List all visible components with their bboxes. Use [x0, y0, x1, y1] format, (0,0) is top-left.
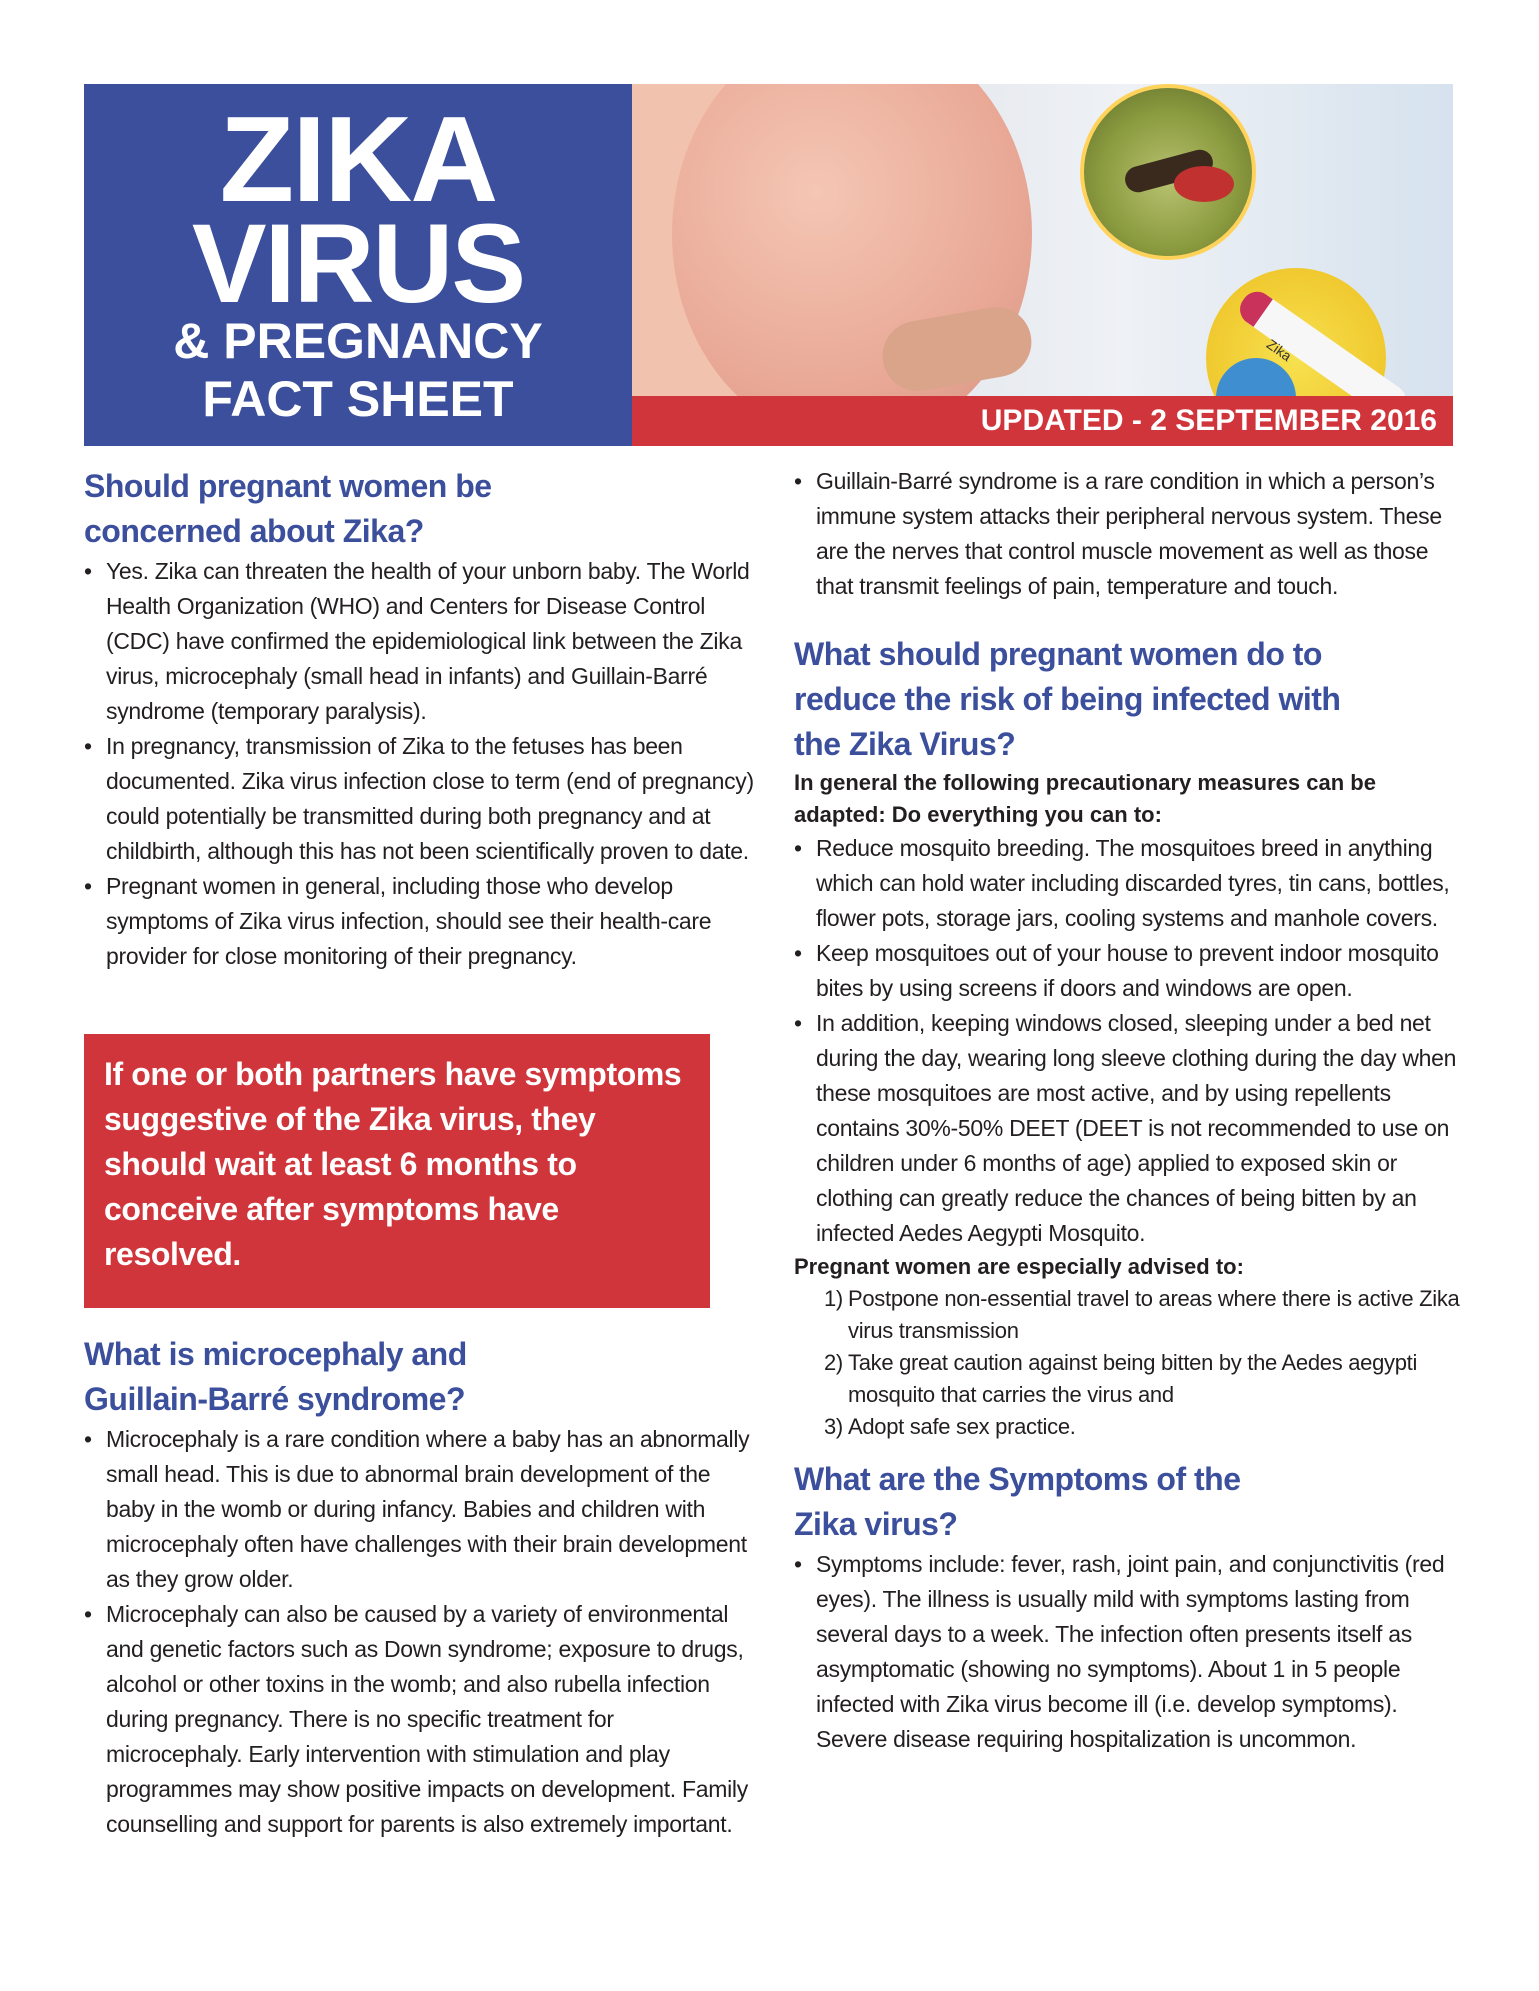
heading-line: concerned about Zika?: [84, 513, 424, 549]
bullet-icon: •: [794, 835, 802, 861]
heading-line: Should pregnant women be: [84, 468, 492, 504]
mosquito-photo-icon: [1080, 84, 1256, 260]
bullet-icon: •: [84, 873, 92, 899]
test-tube-label: Zika: [1263, 335, 1295, 365]
heading-line: Guillain-Barré syndrome?: [84, 1381, 465, 1417]
microcephaly-list: [84, 1422, 754, 1842]
title-zika: ZIKA: [219, 91, 497, 227]
heading-line: What is microcephaly and: [84, 1336, 467, 1372]
bullet-icon: •: [794, 468, 802, 494]
list-item: 2) Take great caution against being bitten by the Aedes aegypti mosquito that carries the virus and: [824, 1350, 1418, 1407]
list-item: • Microcephaly can also be caused by a variety of environmental and genetic factors such as Down syndrome; exposure to drugs, alcohol or other toxins in the womb; and also rubella infection during pregnancy. There is no specific treatment for microcephaly. Early intervention with stimulation and play programmes may show positive impacts on development. Family counselling and support for parents is also extremely important.: [84, 1597, 754, 1842]
bullet-icon: •: [84, 1601, 92, 1627]
updated-banner: UPDATED - 2 SEPTEMBER 2016: [632, 396, 1453, 446]
list-item: • Reduce mosquito breeding. The mosquitoes breed in anything which can hold water including discarded tyres, tin cans, bottles, flower pots, storage jars, cooling systems and manhole covers.: [794, 831, 1464, 936]
guillain-list: [794, 464, 1464, 604]
microcephaly-section: [84, 1332, 754, 1842]
title-pregnancy: & PREGNANCY: [173, 313, 543, 369]
list-item: • Guillain-Barré syndrome is a rare condition in which a person’s immune system attacks their peripheral nervous system. These are the nerves that control muscle movement as well as those that transmit feelings of pain, temperature and touch.: [794, 464, 1464, 604]
heading-reduce-risk: [794, 632, 1464, 767]
heading-line: What are the Symptoms of the: [794, 1461, 1241, 1497]
bullet-icon: •: [794, 940, 802, 966]
left-column: [84, 464, 754, 974]
list-item: • In addition, keeping windows closed, sleeping under a bed net during the day, wearing long sleeve clothing during the day when these mosquitoes are most active, and by using repellents contains 30%-50% DEET (DEET is not recommended to use on children under 6 months of age) applied to exposed skin or clothing can greatly reduce the chances of being bitten by an infected Aedes Aegypti Mosquito.: [794, 1006, 1464, 1251]
bullet-icon: •: [84, 1426, 92, 1452]
heading-symptoms: [794, 1457, 1464, 1547]
reduce-risk-list: [794, 831, 1464, 1251]
mosquito-abdomen: [1174, 166, 1234, 202]
title-virus: VIRUS: [191, 201, 525, 326]
callout-box: If one or both partners have symptoms suggestive of the Zika virus, they should wait at least 6 months to conceive after symptoms have resolved.: [84, 1034, 710, 1308]
title-block: [84, 84, 632, 446]
heading-line: Zika virus?: [794, 1506, 958, 1542]
list-item: 1) Postpone non-essential travel to areas where there is active Zika virus transmission: [824, 1286, 1460, 1343]
list-item: • Microcephaly is a rare condition where a baby has an abnormally small head. This is due to abnormal brain development of the baby in the womb or during infancy. Babies and children with microcephaly often have challenges with their brain development as they grow older.: [84, 1422, 754, 1597]
bullet-icon: •: [84, 733, 92, 759]
title-fact-sheet: FACT SHEET: [202, 371, 514, 427]
heading-microcephaly: [84, 1332, 754, 1422]
list-item: • Yes. Zika can threaten the health of your unborn baby. The World Health Organization (WHO) and Centers for Disease Control (CDC) have confirmed the epidemiological link between the Zika virus, microcephaly (small head in infants) and Guillain-Barré syndrome (temporary paralysis).: [84, 554, 754, 729]
list-item: 3) Adopt safe sex practice.: [824, 1414, 1076, 1439]
bullet-icon: •: [794, 1010, 802, 1036]
advised-heading: Pregnant women are especially advised to:: [794, 1254, 1244, 1279]
test-tube-photo-icon: [1206, 268, 1386, 396]
reduce-risk-intro: In general the following precautionary measures can be adapted: Do everything you can to:: [794, 770, 1376, 827]
concerned-list: [84, 554, 754, 974]
bullet-icon: •: [84, 558, 92, 584]
list-item: • Keep mosquitoes out of your house to prevent indoor mosquito bites by using screens if doors and windows are open.: [794, 936, 1464, 1006]
heading-line: reduce the risk of being infected with: [794, 681, 1341, 717]
list-item: • Pregnant women in general, including those who develop symptoms of Zika virus infection, should see their health-care provider for close monitoring of their pregnancy.: [84, 869, 754, 974]
heading-line: the Zika Virus?: [794, 726, 1016, 762]
list-item: • Symptoms include: fever, rash, joint pain, and conjunctivitis (red eyes). The illness is usually mild with symptoms lasting from several days to a week. The infection often presents itself as asymptomatic (showing no symptoms). About 1 in 5 people infected with Zika virus become ill (i.e. develop symptoms). Severe disease requiring hospitalization is uncommon.: [794, 1547, 1464, 1757]
symptoms-list: [794, 1547, 1464, 1757]
heading-concerned: [84, 464, 754, 554]
right-column: [794, 464, 1464, 1757]
heading-line: What should pregnant women do to: [794, 636, 1322, 672]
list-item: • In pregnancy, transmission of Zika to the fetuses has been documented. Zika virus infection close to term (end of pregnancy) could potentially be transmitted during both pregnancy and at childbirth, although this has not been scientifically proven to date.: [84, 729, 754, 869]
header-photo: [632, 84, 1453, 396]
bullet-icon: •: [794, 1551, 802, 1577]
advised-list: [794, 1283, 1464, 1443]
